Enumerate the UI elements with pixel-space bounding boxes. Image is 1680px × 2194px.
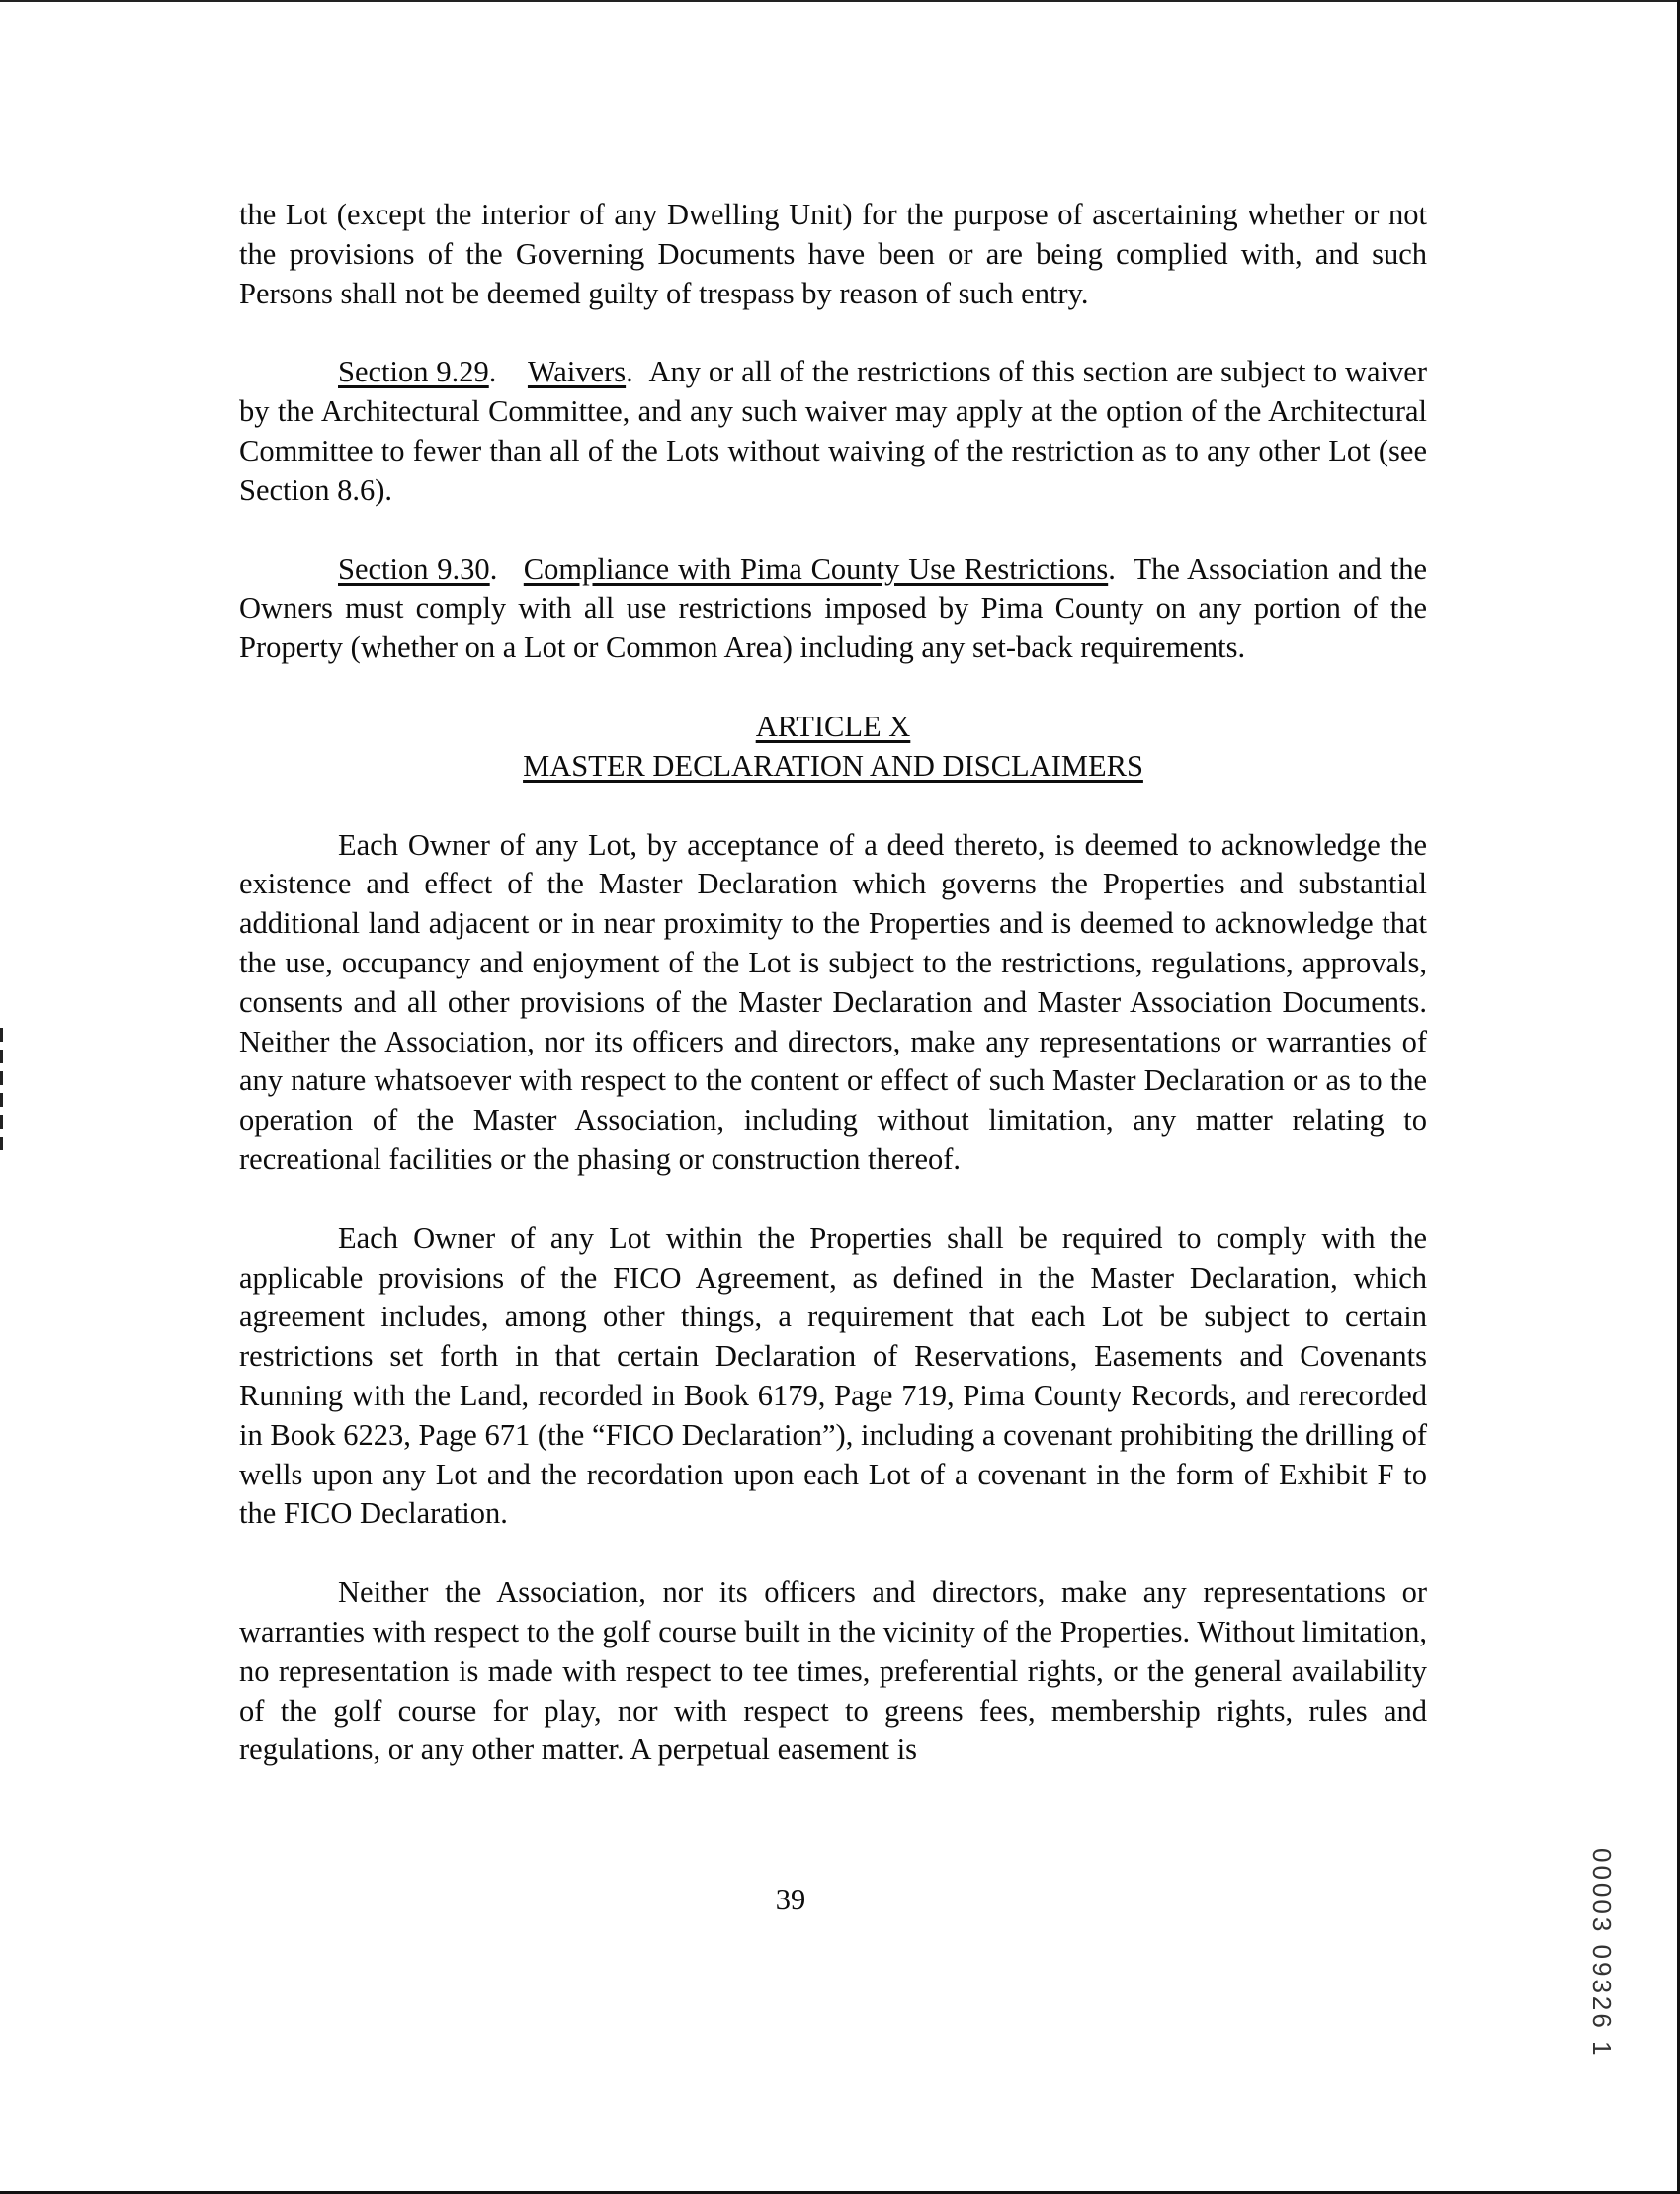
recording-stamp-text: 00003 09326 1 [1587,1848,1617,2059]
article-paragraph-1: Each Owner of any Lot, by acceptance of a deed thereto, is deemed to acknowledge the existence and effect of the Master Declaration which governs the Properties and substantial additional land adjacent or in near proximity to the Properties and is deemed to acknowledge that the use, occupancy and enjoyment of the Lot is subject to the restrictions, regulations, approvals, consents and all other provisions of the Master Declaration and Master Association Documents. Neither the Association, nor its officers and directors, make any representations or warranties of any nature whatsoever with respect to the content or effect of such Master Declaration or as to the operation of the Master Association, including without limitation, any matter relating to recreational facilities or the phasing or construction thereof. [239,827,1427,1176]
section-9-30: Section 9.30. Compliance with Pima County Use Restrictions. The Association and the Owners must comply with all use restrictions imposed by Pima County on any portion of the Property (whether on a Lot or Common Area) including any set-back requirements. [239,551,1427,665]
section-9-30-body: The Association and the Owners must comply with all use restrictions imposed by Pima County on any portion of the Property (whether on a Lot or Common Area) including any set-back requirements. [239,551,1427,665]
article-paragraph-3: Neither the Association, nor its officers and directors, make any representations or warranties with respect to the golf course built in the vicinity of the Properties. Without limitation, no representation is made with respect to tee times, preferential rights, or the general availability of the golf course for play, nor with respect to greens fees, membership rights, rules and regulations, or any other matter. A perpetual easement is [239,1575,1427,1767]
opening-paragraph: the Lot (except the interior of any Dwelling Unit) for the purpose of ascertaining whether or not the provisions of the Governing Documents have been or are being complied with, and such Persons shall not be deemed guilty of trespass by reason of such entry. [239,198,1427,310]
article-heading-block [239,708,1427,787]
section-9-30-title: Compliance with Pima County Use Restrictions [523,551,1109,586]
section-9-29-body: Any or all of the restrictions of this section are subject to waiver by the Architectural Committee, and any such waiver may apply at the option of the Architectural Committee to fewer than all of the Lots without waiving of the restriction as to any other Lot (see Section 8.6). [239,355,1427,507]
scan-top-edge [0,0,1680,2]
article-paragraph-2: Each Owner of any Lot within the Properties shall be required to comply with the applicable provisions of the FICO Agreement, as defined in the Master Declaration, which agreement includes, among other things, a requirement that each Lot be subject to certain restrictions set forth in that certain Declaration of Reservations, Easements and Covenants Running with the Land, recorded in Book 6179, Page 719, Pima County Records, and rerecorded in Book 6223, Page 671 (the “FICO Declaration”), including a covenant prohibiting the drilling of wells upon any Lot and the recordation upon each Lot of a covenant in the form of Exhibit F to the FICO Declaration. [239,1221,1427,1531]
page-number: 39 [775,1883,806,1916]
article-heading: ARTICLE X [755,709,911,743]
section-9-29-number: Section 9.29 [338,355,489,389]
section-9-29: Section 9.29. Waivers. Any or all of the restrictions of this section are subject to waiver by the Architectural Committee, and any such waiver may apply at the option of the Architectural Committee to fewer than all of the Lots without waiving of the restriction as to any other Lot (see Section 8.6). [239,355,1427,507]
scan-left-marks [0,1028,3,1156]
article-title: MASTER DECLARATION AND DISCLAIMERS [523,748,1143,783]
page-content [239,196,1427,1770]
section-9-29-title: Waivers [527,355,627,389]
section-9-30-number: Section 9.30 [338,551,490,586]
